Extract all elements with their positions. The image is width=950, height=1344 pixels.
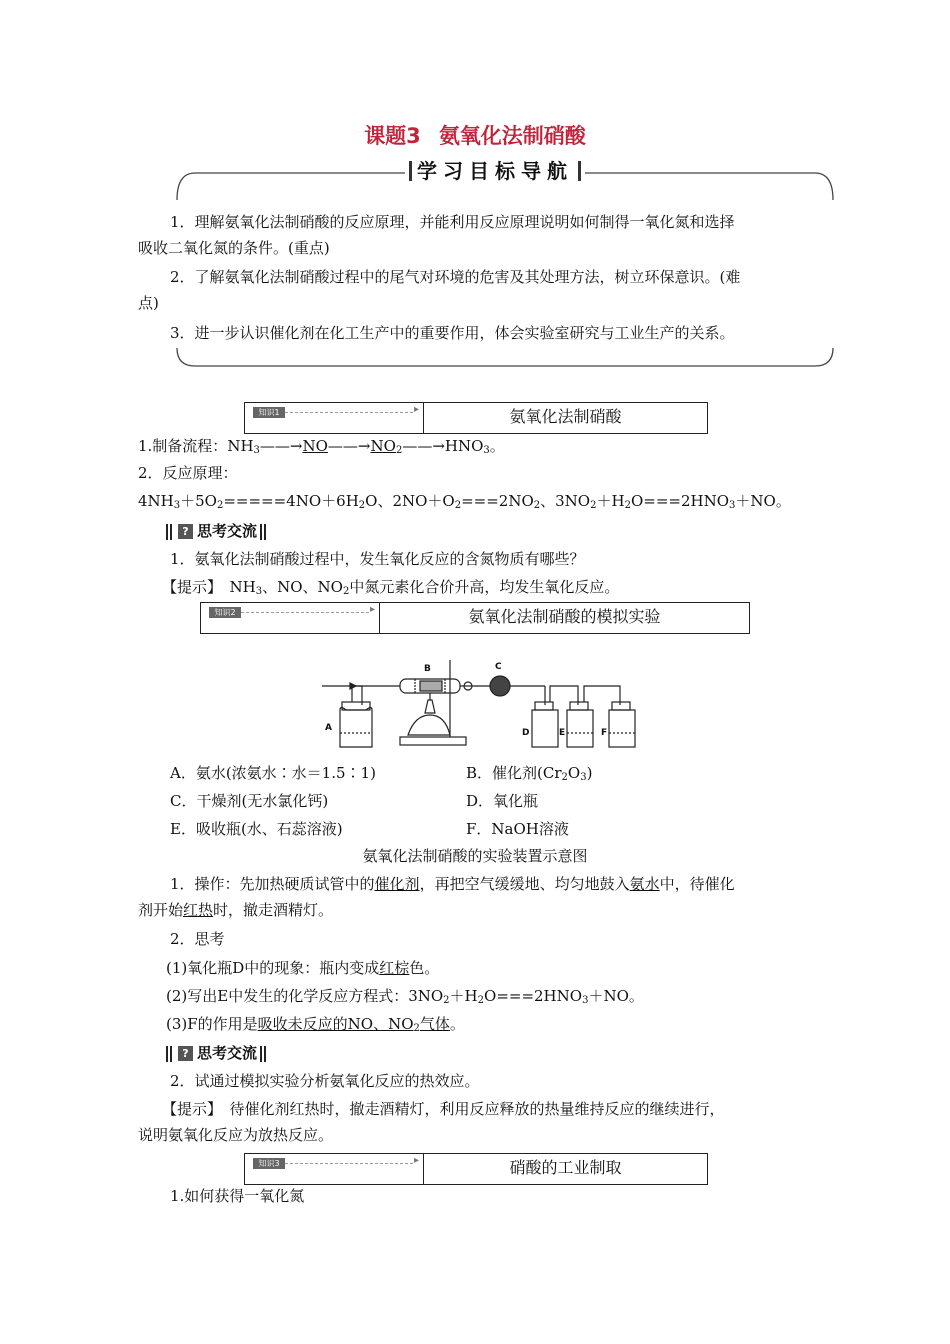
legend-d: D．氧化瓶 (466, 792, 539, 810)
text: 色。 (409, 959, 440, 977)
operation-line-1 (170, 871, 735, 897)
text: 1．操作：先加热硬质试管中的 (170, 875, 375, 893)
think-label: 思考交流 (197, 522, 258, 540)
knowledge-chip: 知识1 (253, 407, 285, 418)
text: 时，撤走酒精灯。 (213, 901, 334, 919)
label-d: D (522, 728, 530, 738)
knowledge-box-3 (244, 1153, 708, 1185)
arrow-icon (285, 1163, 413, 1165)
think-1 (166, 955, 439, 981)
question-icon: ? (178, 524, 193, 539)
knowledge-chip: 知识3 (253, 1158, 285, 1169)
answer-catalyst: 催化剂 (374, 875, 420, 893)
label-e: E (559, 728, 566, 738)
label-c: C (495, 662, 502, 672)
flow-label: 1.制备流程： (138, 437, 228, 455)
legend-e: E．吸收瓶(水、石蕊溶液) (170, 820, 343, 838)
knowledge-title: 氨氧化法制硝酸 (509, 407, 622, 426)
think-heading: 2．思考 (170, 930, 225, 948)
hint-2 (162, 1096, 725, 1122)
section3-item-1: 1.如何获得一氧化氮 (170, 1187, 305, 1205)
label-a: A (325, 723, 332, 733)
figure-caption: 氨氧化法制硝酸的实验装置示意图 (362, 847, 588, 865)
knowledge-tag (245, 403, 424, 433)
text: 中，待催化 (659, 875, 735, 893)
arrow-icon (285, 412, 413, 414)
hint-2-cont: 说明氨氧化反应为放热反应。 (138, 1126, 334, 1144)
question-2: 2．试通过模拟实验分析氨氧化反应的热效应。 (170, 1072, 480, 1090)
think-label: 思考交流 (197, 1044, 258, 1062)
goal-line-1: 1．理解氨氧化法制硝酸的反应原理，并能利用反应原理说明如何制得一氧化氮和选择 (170, 213, 735, 231)
hint-label: 【提示】 (162, 1100, 215, 1118)
legend-c: C．干燥剂(无水氯化钙) (170, 792, 329, 810)
knowledge-box-2 (200, 602, 750, 634)
knowledge-tag (201, 603, 380, 633)
hint-1: 【提示】 $NH_3$、NO、$NO_2$中氮元素化合价升高，均发生氧化反应。 (162, 578, 620, 597)
label-f: F (601, 728, 608, 738)
knowledge-title: 氨氧化法制硝酸的模拟实验 (468, 607, 661, 626)
page-title (0, 120, 950, 150)
title-name: 氨氧化法制硝酸 (438, 124, 586, 148)
answer-color: 红棕 (379, 959, 410, 977)
knowledge-box-1 (244, 402, 708, 434)
arrow-icon (241, 612, 369, 614)
reaction-equations: $4NH_3+5O_2=====4NO+6H_2O$、$2NO+O_2===2NO_2$、$3NO_2+H_2O===2HNO_3+NO$。 (138, 492, 791, 511)
operation-line-2 (138, 897, 333, 923)
apparatus-diagram (320, 655, 680, 755)
think-2: (2)写出E中发生的化学反应方程式：$3NO_2+H_2O===2HNO_3+NO$。 (166, 987, 644, 1006)
goal-line-4: 点) (138, 294, 159, 312)
reaction-label: 2．反应原理： (138, 464, 238, 482)
think-exchange-2 (166, 1043, 268, 1063)
text: (1)氧化瓶D中的现象：瓶内变成 (166, 959, 380, 977)
answer-ammonia: 氨水 (629, 875, 660, 893)
question-icon: ? (178, 1046, 193, 1061)
goal-line-2: 吸收二氧化氮的条件。(重点) (138, 239, 330, 257)
legend-a: A．氨水(浓氨水∶水＝1.5∶1) (170, 764, 376, 782)
goals-label: 学习目标导航 (405, 157, 585, 185)
title-number: 课题3 (364, 124, 421, 148)
text: 剂开始 (138, 901, 184, 919)
legend-b: B．催化剂$(Cr_2O_3)$ (466, 764, 593, 783)
knowledge-tag (245, 1154, 424, 1184)
think-exchange-1 (166, 521, 268, 541)
text: ，再把空气缓缓地、均匀地鼓入 (419, 875, 630, 893)
text: (3)F的作用是 (166, 1015, 258, 1033)
answer-red-hot: 红热 (183, 901, 214, 919)
legend-b-text: B．催化剂(Cr (466, 764, 562, 782)
legend-f: F．NaOH溶液 (466, 820, 569, 838)
goal-line-3: 2．了解氨氧化法制硝酸过程中的尾气对环境的危害及其处理方法，树立环保意识。(难 (170, 268, 741, 286)
knowledge-title: 硝酸的工业制取 (509, 1158, 622, 1177)
hint-label: 【提示】 (162, 578, 215, 596)
question-1: 1．氨氧化法制硝酸过程中，发生氧化反应的含氮物质有哪些？ (170, 550, 585, 568)
text: (2)写出E中发生的化学反应方程式： (166, 987, 409, 1005)
think-3: (3)F的作用是吸收未反应的NO、$NO_2$气体。 (166, 1015, 465, 1034)
label-b: B (424, 664, 431, 674)
flow-line: 1.制备流程：$NH_3——\to NO——\to NO_2——\to HNO_3$。 (138, 437, 505, 456)
goal-line-5: 3．进一步认识催化剂在化工生产中的重要作用，体会实验室研究与工业生产的关系。 (170, 324, 735, 342)
knowledge-chip: 知识2 (209, 607, 241, 618)
text: 待催化剂红热时，撤走酒精灯，利用反应释放的热量维持反应的继续进行， (229, 1100, 725, 1118)
